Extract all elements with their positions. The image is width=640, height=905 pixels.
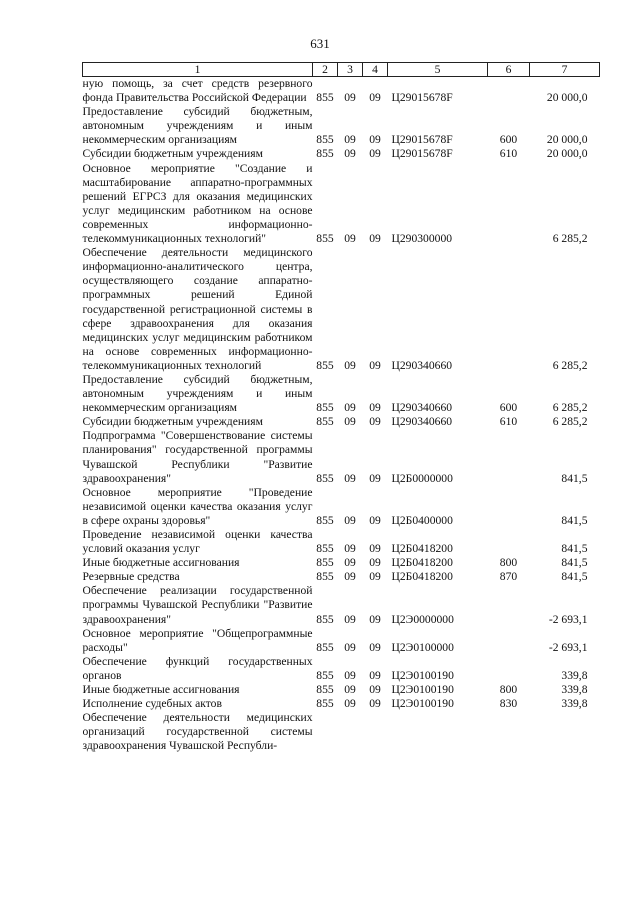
row-subsection: 09: [369, 401, 381, 415]
row-section: 09: [344, 612, 356, 626]
table-header: [83, 63, 600, 77]
row-expense-type: [488, 246, 530, 373]
row-amount: 339,8: [561, 697, 588, 711]
row-section: 09: [344, 697, 356, 711]
row-name: Подпрограмма "Совершенствование системы планирования" государственной программы Чувашской Республики "Развитие здравоохранения": [82, 429, 313, 485]
row-section: 09: [344, 401, 356, 415]
row-name: Основное мероприятие "Проведение независимой оценки качества оказания услуг в сфере охраны здоровья": [82, 485, 313, 527]
row-expense-type: 830: [499, 697, 518, 711]
row-target-article: Ц29015678F: [391, 91, 453, 105]
row-name: Обеспечение деятельности медицинского информационно-аналитического центра, осуществляющего создание аппаратно-программных решений Единой государственной регистрационной системы в сфере здравоохранения для оказания медицинских услуг медицинским работником на основе современных информационно-телекоммуникационных технологий: [82, 246, 313, 372]
row-subsection: 09: [369, 683, 381, 697]
row-target-article: Ц290340660: [391, 415, 453, 429]
row-subsection: 09: [369, 697, 381, 711]
table-row: [83, 683, 600, 697]
row-subsection: 09: [369, 542, 381, 556]
row-amount: 6 285,2: [552, 232, 588, 246]
table-row: [83, 655, 600, 683]
row-subsection: 09: [369, 358, 381, 372]
row-section: 09: [344, 91, 356, 105]
row-name: Субсидии бюджетным учреждениям: [82, 415, 263, 429]
row-section: 09: [344, 415, 356, 429]
row-expense-type: [488, 584, 530, 626]
header-row: [83, 63, 600, 77]
table-row: [83, 147, 600, 161]
row-subsection: [363, 711, 388, 753]
row-target-article: Ц290340660: [391, 358, 453, 372]
row-admin-code: 855: [316, 91, 334, 105]
row-target-article: [388, 711, 488, 753]
table-row: [83, 162, 600, 247]
row-amount: -2 693,1: [548, 612, 588, 626]
row-admin-code: 855: [316, 542, 334, 556]
row-amount: 6 285,2: [552, 401, 588, 415]
table-row: [83, 584, 600, 626]
row-section: 09: [344, 668, 356, 682]
row-name: Иные бюджетные ассигнования: [82, 683, 240, 697]
row-admin-code: 855: [316, 556, 334, 570]
row-amount: -2 693,1: [548, 640, 588, 654]
row-name: Основное мероприятие "Создание и масштабирование аппаратно-программных решений ЕГРСЗ для оказания медицинских услуг медицинским работником на основе современных информационно-телекоммуникационных технологий": [82, 161, 313, 246]
row-subsection: 09: [369, 232, 381, 246]
row-subsection: 09: [369, 668, 381, 682]
row-amount: 6 285,2: [552, 358, 588, 372]
row-expense-type: [488, 627, 530, 655]
table-row: [83, 105, 600, 147]
row-name: Субсидии бюджетным учреждениям: [82, 147, 263, 161]
row-amount: 339,8: [561, 683, 588, 697]
page-number: 631: [310, 36, 330, 51]
table-row: [83, 697, 600, 711]
row-subsection: 09: [369, 91, 381, 105]
row-admin-code: 855: [316, 683, 334, 697]
table-row: [83, 246, 600, 373]
row-subsection: 09: [369, 570, 381, 584]
row-target-article: Ц2Б0400000: [391, 513, 453, 527]
row-target-article: Ц2Б0418200: [391, 570, 453, 584]
row-admin-code: 855: [316, 147, 334, 161]
row-target-article: Ц29015678F: [391, 147, 453, 161]
row-subsection: 09: [369, 471, 381, 485]
row-amount: 339,8: [561, 668, 588, 682]
row-target-article: Ц2Э0000000: [391, 612, 454, 626]
header-col-3: 3: [338, 63, 363, 77]
header-col-7: 7: [530, 63, 600, 77]
row-expense-type: [488, 711, 530, 753]
row-admin-code: 855: [316, 612, 334, 626]
header-col-2: 2: [313, 63, 338, 77]
row-amount: 841,5: [561, 471, 588, 485]
row-section: 09: [344, 683, 356, 697]
row-name: Обеспечение реализации государственной программы Чувашской Республики "Развитие здравоохранения": [82, 584, 313, 626]
row-section: 09: [344, 232, 356, 246]
row-admin-code: 855: [316, 697, 334, 711]
row-admin-code: 855: [316, 513, 334, 527]
row-target-article: Ц290300000: [391, 232, 453, 246]
row-target-article: Ц2Б0000000: [391, 471, 453, 485]
row-name: ную помощь, за счет средств резервного фонда Правительства Российской Федерации: [82, 77, 313, 105]
row-section: 09: [344, 471, 356, 485]
row-subsection: 09: [369, 612, 381, 626]
row-admin-code: [313, 711, 338, 753]
row-name: Проведение независимой оценки качества условий оказания услуг: [82, 528, 313, 556]
row-admin-code: 855: [316, 358, 334, 372]
row-name: Резервные средства: [82, 570, 180, 584]
row-amount: 841,5: [561, 513, 588, 527]
row-name: Иные бюджетные ассигнования: [82, 556, 240, 570]
row-amount: 20 000,0: [546, 133, 588, 147]
row-expense-type: 600: [499, 401, 518, 415]
table-row: [83, 373, 600, 415]
row-amount: 6 285,2: [552, 415, 588, 429]
row-subsection: 09: [369, 415, 381, 429]
row-target-article: Ц2Б0418200: [391, 542, 453, 556]
row-section: 09: [344, 570, 356, 584]
row-admin-code: 855: [316, 471, 334, 485]
row-amount: 841,5: [561, 542, 588, 556]
row-target-article: Ц2Э0100190: [391, 668, 454, 682]
row-admin-code: 855: [316, 570, 334, 584]
row-target-article: Ц290340660: [391, 401, 453, 415]
row-expense-type: [488, 486, 530, 528]
row-amount: 841,5: [561, 556, 588, 570]
table-row: [83, 415, 600, 429]
table-body: [83, 77, 600, 754]
row-expense-type: 610: [499, 415, 518, 429]
row-expense-type: [488, 77, 530, 106]
table-row: [83, 528, 600, 556]
row-section: [338, 711, 363, 753]
row-subsection: 09: [369, 133, 381, 147]
row-admin-code: 855: [316, 668, 334, 682]
budget-table: [82, 62, 600, 754]
table-row: [83, 429, 600, 485]
row-expense-type: 610: [499, 147, 518, 161]
row-section: 09: [344, 640, 356, 654]
header-col-1: 1: [83, 63, 313, 77]
row-expense-type: [488, 162, 530, 247]
row-expense-type: [488, 528, 530, 556]
table-row: [83, 77, 600, 106]
table-row: [83, 570, 600, 584]
row-subsection: 09: [369, 640, 381, 654]
row-section: 09: [344, 147, 356, 161]
row-section: 09: [344, 513, 356, 527]
row-section: 09: [344, 556, 356, 570]
row-name: Предоставление субсидий бюджетным, автономным учреждениям и иным некоммерческим организациям: [82, 372, 313, 415]
row-admin-code: 855: [316, 640, 334, 654]
row-expense-type: 800: [499, 556, 518, 570]
row-amount: 841,5: [561, 570, 588, 584]
row-expense-type: 870: [499, 570, 518, 584]
row-target-article: Ц2Б0418200: [391, 556, 453, 570]
row-expense-type: 600: [499, 133, 518, 147]
row-admin-code: 855: [316, 401, 334, 415]
row-subsection: 09: [369, 147, 381, 161]
row-target-article: Ц29015678F: [391, 133, 453, 147]
row-expense-type: 800: [499, 683, 518, 697]
row-amount: 20 000,0: [546, 91, 588, 105]
table-row: [83, 556, 600, 570]
row-admin-code: 855: [316, 232, 334, 246]
row-target-article: Ц2Э0100190: [391, 683, 454, 697]
row-section: 09: [344, 133, 356, 147]
header-col-4: 4: [363, 63, 388, 77]
row-subsection: 09: [369, 513, 381, 527]
row-target-article: Ц2Э0100000: [391, 640, 454, 654]
row-target-article: Ц2Э0100190: [391, 697, 454, 711]
row-section: 09: [344, 542, 356, 556]
row-name: Предоставление субсидий бюджетным, автономным учреждениям и иным некоммерческим организациям: [82, 105, 313, 147]
row-subsection: 09: [369, 556, 381, 570]
row-expense-type: [488, 429, 530, 485]
row-expense-type: [488, 655, 530, 683]
row-name: Основное мероприятие "Общепрограммные расходы": [82, 626, 313, 654]
row-admin-code: 855: [316, 415, 334, 429]
table-row: [83, 627, 600, 655]
row-name: Исполнение судебных актов: [82, 697, 222, 711]
header-col-5: 5: [388, 63, 488, 77]
table-row: [83, 711, 600, 753]
row-section: 09: [344, 358, 356, 372]
header-col-6: 6: [488, 63, 530, 77]
table-row: [83, 486, 600, 528]
row-amount: [530, 711, 600, 753]
row-amount: 20 000,0: [546, 147, 588, 161]
row-name: Обеспечение функций государственных органов: [82, 654, 313, 682]
row-admin-code: 855: [316, 133, 334, 147]
row-name: Обеспечение деятельности медицинских организаций государственной системы здравоохранения Чувашской Республи-: [82, 711, 313, 753]
